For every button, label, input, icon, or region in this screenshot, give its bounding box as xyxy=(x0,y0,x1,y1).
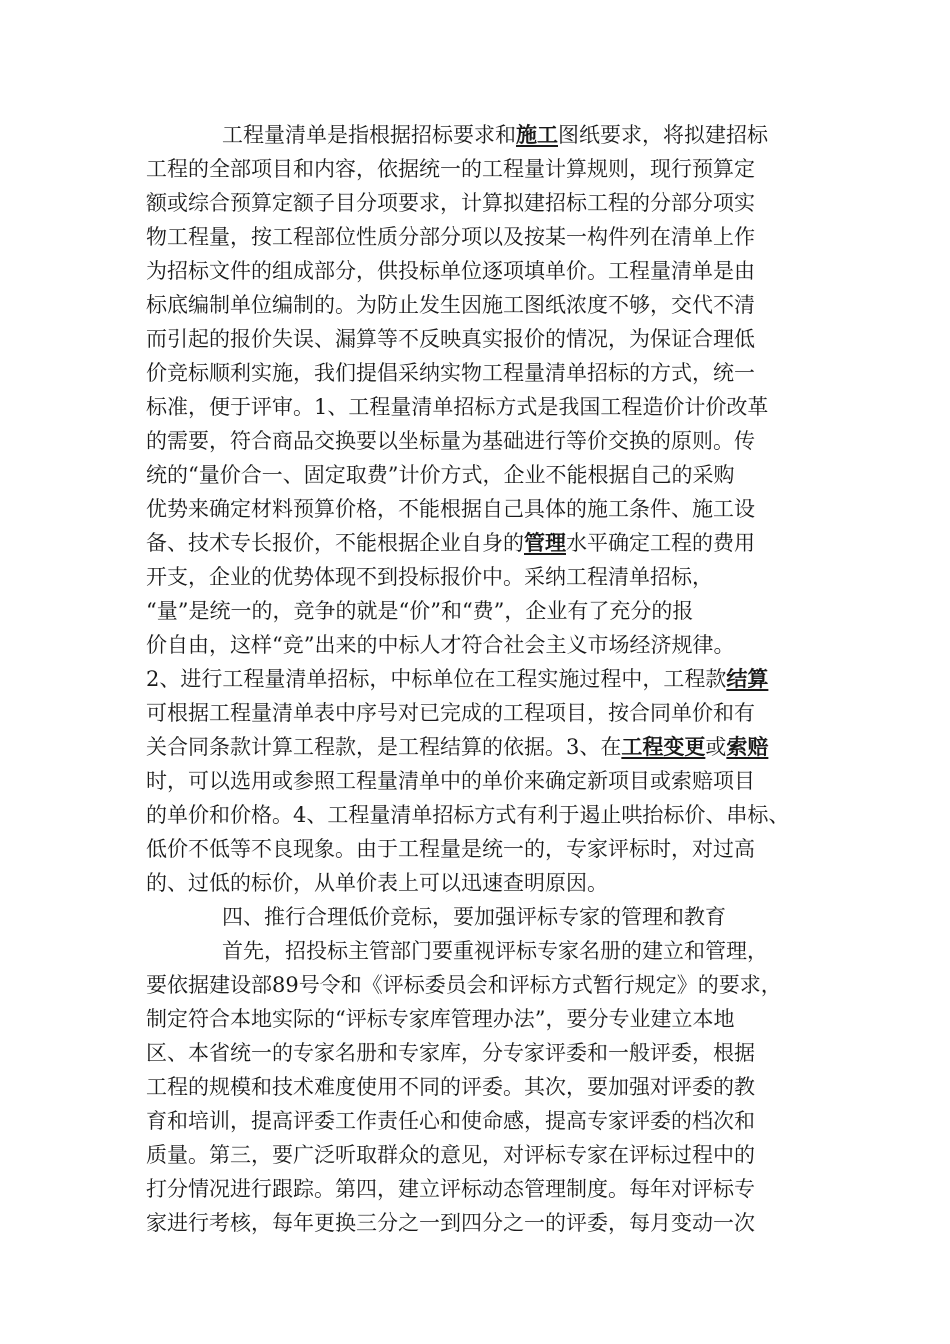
text-segment: 标准，便于评审。1、工程量清单招标方式是我国工程造价计价改革 xyxy=(146,395,769,419)
text-segment: 为招标文件的组成部分，供投标单位逐项填单价。工程量清单是由 xyxy=(146,259,755,283)
text-line xyxy=(146,458,734,492)
text-segment: 2、进行工程量清单招标，中标单位在工程实施过程中，工程款 xyxy=(146,667,727,691)
text-line xyxy=(146,424,755,458)
text-segment: 工程的全部项目和内容，依据统一的工程量计算规则，现行预算定 xyxy=(146,157,755,181)
text-segment: 低价不低等不良现象。由于工程量是统一的，专家评标时，对过高 xyxy=(146,837,755,861)
text-line xyxy=(146,492,755,526)
text-line xyxy=(146,220,755,254)
text-line xyxy=(146,560,713,594)
text-line xyxy=(146,1104,755,1138)
text-segment: 时，可以选用或参照工程量清单中的单价来确定新项目或索赔项目 xyxy=(146,769,755,793)
text-line xyxy=(146,526,755,560)
text-line xyxy=(146,1138,755,1172)
text-line xyxy=(146,390,768,424)
text-segment: 制定符合本地实际的“评标专家库管理办法”，要分专业建立本地 xyxy=(146,1007,735,1031)
text-segment: 额或综合预算定额子目分项要求，计算拟建招标工程的分部分项实 xyxy=(146,191,755,215)
text-segment: 水平确定工程的费用 xyxy=(566,531,755,555)
text-line xyxy=(146,866,608,900)
text-segment: 育和培训，提高评委工作责任心和使命感，提高专家评委的档次和 xyxy=(146,1109,755,1133)
text-line xyxy=(146,1002,734,1036)
text-segment: 可根据工程量清单表中序号对已完成的工程项目，按合同单价和有 xyxy=(146,701,755,725)
text-segment: 关合同条款计算工程款，是工程结算的依据。3、在 xyxy=(146,735,622,759)
text-segment: 物工程量，按工程部位性质分部分项以及按某一构件列在清单上作 xyxy=(146,225,755,249)
text-segment: 标底编制单位编制的。为防止发生因施工图纸浓度不够，交代不清 xyxy=(146,293,755,317)
text-segment: “量”是统一的，竞争的就是“价”和“费”，企业有了充分的报 xyxy=(146,599,694,623)
text-segment: 统的“量价合一、固定取费”计价方式，企业不能根据自己的采购 xyxy=(146,463,735,487)
text-segment: 首先，招投标主管部门要重视评标专家名册的建立和管理， xyxy=(222,939,768,963)
text-segment: 备、技术专长报价，不能根据企业自身的 xyxy=(146,531,524,555)
text-line xyxy=(146,730,768,764)
text-segment: 家进行考核，每年更换三分之一到四分之一的评委，每月变动一次 xyxy=(146,1211,755,1235)
text-segment: 而引起的报价失误、漏算等不反映真实报价的情况，为保证合理低 xyxy=(146,327,755,351)
text-segment: 工程的规模和技术难度使用不同的评委。其次，要加强对评委的教 xyxy=(146,1075,755,1099)
text-line xyxy=(222,934,768,968)
text-line xyxy=(146,152,755,186)
text-segment: 的单价和价格。4、工程量清单招标方式有利于遏止哄抬标价、串标、 xyxy=(146,803,790,827)
text-segment: 价自由，这样“竞”出来的中标人才符合社会主义市场经济规律。 xyxy=(146,633,735,657)
text-line xyxy=(146,322,755,356)
text-line xyxy=(146,1206,755,1240)
text-line xyxy=(146,798,789,832)
text-line xyxy=(146,186,755,220)
keyword-link[interactable]: 施工 xyxy=(516,122,558,147)
text-line xyxy=(146,696,755,730)
keyword-link[interactable]: 工程变更 xyxy=(621,734,706,759)
text-line xyxy=(146,254,755,288)
text-segment: 价竞标顺利实施，我们提倡采纳实物工程量清单招标的方式，统一 xyxy=(146,361,755,385)
text-segment: 区、本省统一的专家名册和专家库，分专家评委和一般评委，根据 xyxy=(146,1041,755,1065)
keyword-link[interactable]: 结算 xyxy=(726,666,769,691)
text-segment: 的、过低的标价，从单价表上可以迅速查明原因。 xyxy=(146,871,608,895)
text-segment: 质量。第三，要广泛听取群众的意见，对评标专家在评标过程中的 xyxy=(146,1143,755,1167)
text-segment: 或 xyxy=(705,735,727,759)
text-line xyxy=(222,900,726,934)
text-line xyxy=(146,662,768,696)
text-line xyxy=(146,356,755,390)
keyword-link[interactable]: 索赔 xyxy=(726,734,769,759)
text-line xyxy=(146,832,755,866)
text-segment: 优势来确定材料预算价格，不能根据自己具体的施工条件、施工设 xyxy=(146,497,755,521)
text-line xyxy=(222,118,768,152)
text-segment: 图纸要求，将拟建招标 xyxy=(558,123,768,147)
text-line xyxy=(146,1036,755,1070)
text-line xyxy=(146,628,734,662)
text-segment: 工程量清单是指根据招标要求和 xyxy=(222,123,516,147)
text-segment: 要依据建设部89号令和《评标委员会和评标方式暂行规定》的要求， xyxy=(146,973,782,997)
text-segment: 打分情况进行跟踪。第四，建立评标动态管理制度。每年对评标专 xyxy=(146,1177,755,1201)
text-segment: 的需要，符合商品交换要以坐标量为基础进行等价交换的原则。传 xyxy=(146,429,755,453)
text-segment: 四、推行合理低价竞标，要加强评标专家的管理和教育 xyxy=(222,905,726,929)
text-line xyxy=(146,288,755,322)
text-line xyxy=(146,764,755,798)
keyword-link[interactable]: 管理 xyxy=(524,530,566,555)
text-line xyxy=(146,1070,755,1104)
text-line xyxy=(146,594,693,628)
text-line xyxy=(146,1172,755,1206)
text-line xyxy=(146,968,782,1002)
text-segment: 开支，企业的优势体现不到投标报价中。采纳工程清单招标， xyxy=(146,565,713,589)
